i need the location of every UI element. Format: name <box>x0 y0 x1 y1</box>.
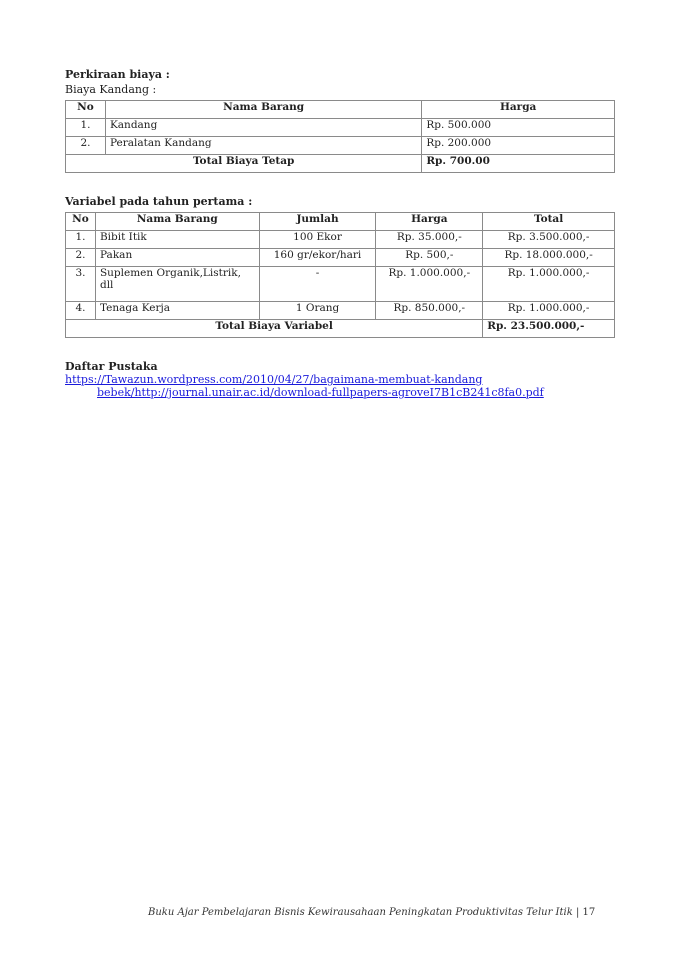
cell-total: Rp. 1.000.000,- <box>483 302 615 320</box>
section-heading-references: Daftar Pustaka <box>65 360 158 373</box>
cell-total: Rp. 3.500.000,- <box>483 231 615 249</box>
cell-price: Rp. 200.000 <box>422 137 615 155</box>
fixed-cost-table <box>65 100 615 173</box>
table-row <box>66 137 615 155</box>
header-price: Harga <box>376 213 483 231</box>
cell-total: Rp. 18.000.000,- <box>483 249 615 267</box>
reference-link[interactable]: https://Tawazun.wordpress.com/2010/04/27/bagaimana-membuat-kandang <box>65 373 483 386</box>
subheading-cage-cost: Biaya Kandang : <box>65 83 157 96</box>
cell-no: 3. <box>66 267 96 302</box>
footer-book-title: Buku Ajar Pembelajaran Bisnis Kewirausahaan Peningkatan Produktivitas Telur Itik <box>148 907 573 918</box>
header-item-name: Nama Barang <box>105 101 421 119</box>
total-variable-cost-label: Total Biaya Variabel <box>66 320 483 338</box>
table-row <box>66 267 615 302</box>
cell-price: Rp. 1.000.000,- <box>376 267 483 302</box>
cell-no: 1. <box>66 231 96 249</box>
header-item-name: Nama Barang <box>95 213 259 231</box>
cell-price: Rp. 35.000,- <box>376 231 483 249</box>
document-page <box>65 68 615 399</box>
table-header-row <box>66 101 615 119</box>
cell-quantity: 160 gr/ekor/hari <box>259 249 376 267</box>
cell-no: 1. <box>66 119 106 137</box>
total-fixed-cost-value: Rp. 700.00 <box>422 155 615 173</box>
page-number: | 17 <box>575 907 596 918</box>
cell-no: 2. <box>66 249 96 267</box>
header-no: No <box>66 213 96 231</box>
header-no: No <box>66 101 106 119</box>
cell-quantity: - <box>259 267 376 302</box>
cell-total: Rp. 1.000.000,- <box>483 267 615 302</box>
cell-item-name: Kandang <box>105 119 421 137</box>
total-row <box>66 155 615 173</box>
section-heading-cost-estimate: Perkiraan biaya : <box>65 68 170 81</box>
table-row <box>66 231 615 249</box>
total-variable-cost-value: Rp. 23.500.000,- <box>483 320 615 338</box>
page-footer <box>148 907 595 918</box>
reference-link[interactable]: bebek/http://journal.unair.ac.id/download-fullpapers-agroveI7B1cB241c8fa0.pdf <box>97 386 544 399</box>
total-row <box>66 320 615 338</box>
header-quantity: Jumlah <box>259 213 376 231</box>
section-heading-variable-cost: Variabel pada tahun pertama : <box>65 195 253 208</box>
cell-item-name: Suplemen Organik,Listrik, dll <box>95 267 259 302</box>
cell-quantity: 1 Orang <box>259 302 376 320</box>
cell-price: Rp. 850.000,- <box>376 302 483 320</box>
cell-price: Rp. 500,- <box>376 249 483 267</box>
total-fixed-cost-label: Total Biaya Tetap <box>66 155 422 173</box>
cell-item-name: Bibit Itik <box>95 231 259 249</box>
cell-item-name: Peralatan Kandang <box>105 137 421 155</box>
cell-no: 2. <box>66 137 106 155</box>
table-row <box>66 302 615 320</box>
header-total: Total <box>483 213 615 231</box>
table-header-row <box>66 213 615 231</box>
cell-quantity: 100 Ekor <box>259 231 376 249</box>
table-row <box>66 119 615 137</box>
cell-price: Rp. 500.000 <box>422 119 615 137</box>
header-price: Harga <box>422 101 615 119</box>
variable-cost-table <box>65 212 615 338</box>
cell-item-name: Pakan <box>95 249 259 267</box>
cell-item-name: Tenaga Kerja <box>95 302 259 320</box>
cell-no: 4. <box>66 302 96 320</box>
table-row <box>66 249 615 267</box>
